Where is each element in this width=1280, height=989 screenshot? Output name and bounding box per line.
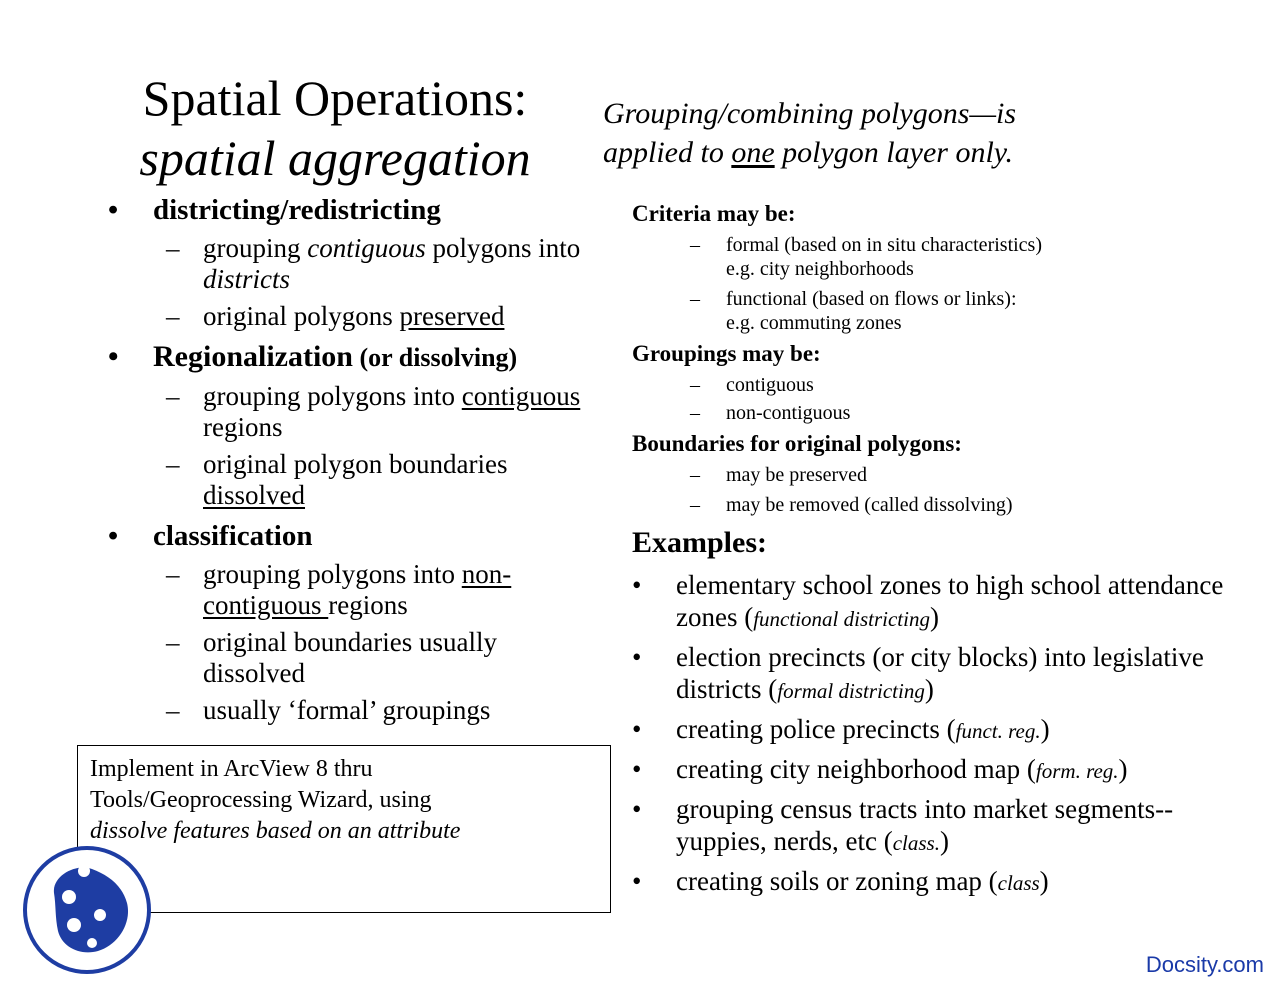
- list-item-classification: [108, 519, 598, 553]
- sub-text-underlined: preserved: [399, 301, 505, 331]
- boundaries-text: may be preserved: [726, 464, 868, 486]
- criteria-heading: Criteria may be:: [632, 201, 796, 226]
- sub-text-underlined: non-contiguous: [203, 559, 512, 620]
- note-line-1: Implement in ArcView 8 thru: [90, 756, 373, 782]
- sub-text: regions: [328, 590, 408, 620]
- implementation-note-box: [77, 745, 611, 913]
- example-text: grouping census tracts into market segments--yuppies, nerds, etc (: [676, 794, 1174, 856]
- boundaries-item: [632, 463, 1252, 487]
- sub-text: original boundaries usually dissolved: [203, 627, 497, 688]
- groupings-item: [632, 373, 1252, 397]
- example-close: ): [1118, 754, 1128, 784]
- example-text: creating police precincts (: [676, 714, 956, 744]
- dash-glyph: –: [166, 449, 180, 479]
- example-item: [632, 569, 1252, 635]
- note-line-2: Tools/Geoprocessing Wizard, using: [90, 787, 432, 813]
- bullet-glyph: •: [108, 340, 119, 373]
- dash-glyph: –: [166, 381, 180, 411]
- sub-item: [108, 301, 598, 332]
- sub-text-italic: contiguous: [307, 233, 426, 263]
- bullet-glyph: •: [108, 194, 119, 226]
- docsity-logo-icon: [22, 845, 152, 975]
- sub-text-italic: districts: [203, 264, 291, 294]
- dash-glyph: –: [690, 402, 700, 424]
- sub-item: [108, 627, 598, 689]
- boundaries-item: [632, 493, 1252, 517]
- criteria-example: e.g. city neighborhoods: [726, 258, 914, 280]
- groupings-text: contiguous: [726, 374, 814, 396]
- example-text: election precincts (or city blocks) into legislative districts (: [676, 642, 1204, 704]
- subtitle-part-3: polygon layer only.: [774, 136, 1013, 169]
- list-item-label: classification: [153, 520, 313, 552]
- example-close: ): [924, 674, 934, 704]
- note-line-3: dissolve features based on an attribute: [90, 818, 461, 844]
- example-close: ): [929, 602, 939, 632]
- list-item-label: Regionalization: [153, 340, 353, 373]
- subtitle-part-1: Grouping/combining polygons—is: [603, 97, 1017, 130]
- right-column: [632, 199, 1252, 899]
- list-item-paren: (or dissolving): [353, 343, 518, 372]
- example-item: [632, 753, 1252, 787]
- dash-glyph: –: [166, 233, 180, 263]
- bullet-glyph: •: [108, 520, 119, 552]
- example-note: class.: [892, 831, 940, 855]
- groupings-heading: Groupings may be:: [632, 341, 821, 366]
- sub-text: grouping polygons into: [203, 381, 462, 411]
- dash-glyph: –: [690, 494, 700, 516]
- subtitle-underlined: one: [731, 136, 775, 169]
- examples-heading: Examples:: [632, 526, 767, 559]
- example-note: funct. reg.: [955, 719, 1041, 743]
- list-item-regionalization: [108, 340, 598, 375]
- slide-subtitle: [603, 94, 1123, 172]
- example-text: creating soils or zoning map (: [676, 866, 998, 896]
- example-item: [632, 713, 1252, 747]
- title-line-2: spatial aggregation: [139, 130, 531, 186]
- dash-glyph: –: [690, 374, 700, 396]
- sub-text: grouping: [203, 233, 308, 263]
- list-item-districting: [108, 193, 598, 227]
- sub-text-underlined: contiguous: [461, 381, 581, 411]
- sub-text: original polygons: [203, 301, 400, 331]
- sub-item: [108, 695, 598, 726]
- example-close: ): [939, 826, 949, 856]
- example-note: class: [997, 871, 1040, 895]
- dash-glyph: –: [166, 627, 180, 657]
- example-note: functional districting: [753, 607, 930, 631]
- dash-glyph: –: [166, 559, 180, 589]
- sub-text: grouping polygons into: [203, 559, 462, 589]
- sub-text-underlined: dissolved: [203, 480, 306, 510]
- dash-glyph: –: [690, 464, 700, 486]
- subtitle-part-2: applied to: [603, 136, 732, 169]
- sub-text: original polygon boundaries: [203, 449, 508, 479]
- sub-item: [108, 381, 598, 443]
- dash-glyph: –: [166, 301, 180, 331]
- left-bullet-list: [108, 190, 598, 726]
- example-note: formal districting: [777, 679, 925, 703]
- bullet-glyph: •: [632, 570, 642, 600]
- bullet-glyph: •: [632, 866, 642, 896]
- example-close: ): [1039, 866, 1049, 896]
- list-item-label: districting/redistricting: [153, 194, 441, 226]
- sub-text: usually ‘formal’ groupings: [203, 695, 491, 725]
- dash-glyph: –: [166, 695, 180, 725]
- groupings-text: non-contiguous: [726, 402, 851, 424]
- bullet-glyph: •: [632, 794, 642, 824]
- example-text: creating city neighborhood map (: [676, 754, 1036, 784]
- dash-glyph: –: [690, 234, 700, 256]
- title-line-1: Spatial Operations:: [142, 70, 528, 126]
- sub-text: polygons into: [425, 233, 581, 263]
- slide-title: [100, 68, 570, 188]
- bullet-glyph: •: [632, 754, 642, 784]
- bullet-glyph: •: [632, 714, 642, 744]
- example-note: form. reg.: [1035, 759, 1119, 783]
- sub-item: [108, 233, 598, 295]
- bullet-glyph: •: [632, 642, 642, 672]
- example-item: [632, 641, 1252, 707]
- docsity-watermark: Docsity.com: [1145, 952, 1264, 977]
- criteria-text: formal (based on in situ characteristics): [726, 234, 1042, 256]
- example-close: ): [1040, 714, 1050, 744]
- criteria-item: [632, 233, 1252, 281]
- groupings-item: [632, 401, 1252, 425]
- example-text: elementary school zones to high school attendance zones (: [676, 570, 1224, 632]
- criteria-example: e.g. commuting zones: [726, 312, 902, 334]
- dash-glyph: –: [690, 288, 700, 310]
- criteria-item: [632, 287, 1252, 335]
- sub-text: regions: [203, 412, 283, 442]
- sub-item: [108, 449, 598, 511]
- sub-item: [108, 559, 598, 621]
- boundaries-text: may be removed (called dissolving): [726, 494, 1013, 516]
- example-item: [632, 793, 1252, 859]
- criteria-text: functional (based on flows or links):: [726, 288, 1017, 310]
- example-item: [632, 865, 1252, 899]
- boundaries-heading: Boundaries for original polygons:: [632, 431, 962, 456]
